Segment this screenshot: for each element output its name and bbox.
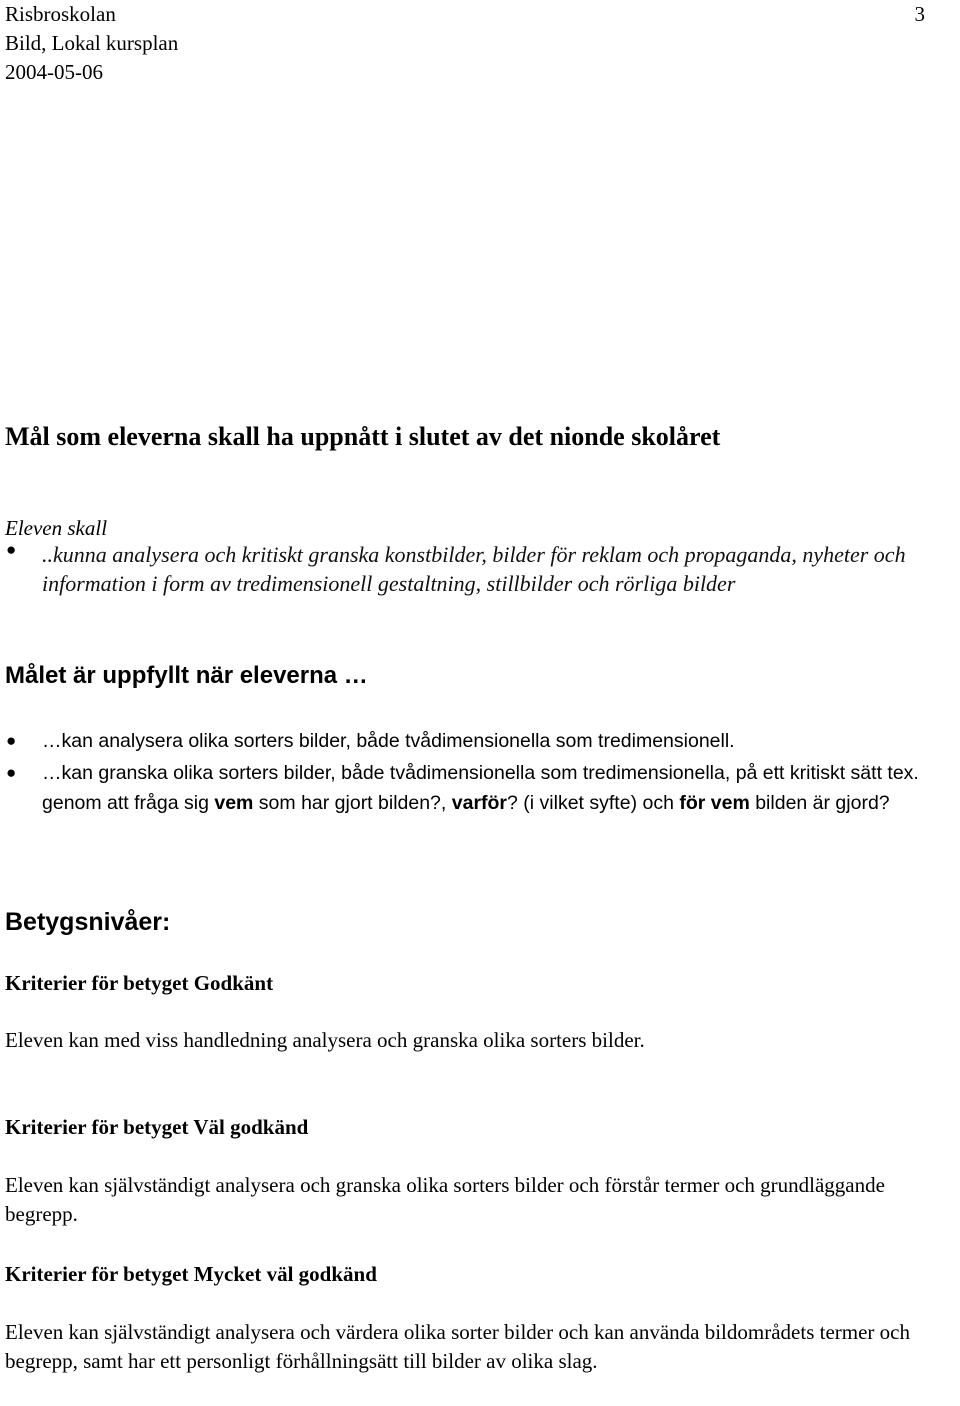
fulfilled-item-text xyxy=(42,758,955,818)
text-segment: …kan granska olika sorters bilder, både tvådimensionella som tredimensionella, på ett kritiskt sätt tex. genom att fråga sig xyxy=(42,762,919,814)
emphasis-for-whom: för vem xyxy=(679,792,750,814)
grades-title: Betygsnivåer: xyxy=(5,908,171,936)
grade-godkant-text: Eleven kan med viss handledning analysera och granska olika sorters bilder. xyxy=(5,1028,645,1052)
grade-godkant-heading: Kriterier för betyget Godkänt xyxy=(5,971,274,995)
header-date: 2004-05-06 xyxy=(5,60,103,84)
bullet-icon: ● xyxy=(6,731,17,750)
list-item xyxy=(0,758,955,818)
goal-list xyxy=(0,540,950,598)
fulfilled-list xyxy=(0,726,955,820)
text-segment: bilden är gjord? xyxy=(749,792,890,814)
list-item xyxy=(0,540,950,598)
header-subject: Bild, Lokal kursplan xyxy=(5,31,179,55)
header-school: Risbroskolan xyxy=(5,2,116,26)
emphasis-why: varför xyxy=(451,792,508,814)
grade-mycket-val-godkand-text: Eleven kan självständigt analysera och värdera olika sorter bilder och kan använda bildområdets termer och begrepp, samt har ett personligt förhållningsätt till bilder av olika slag. xyxy=(5,1320,910,1373)
page-number: 3 xyxy=(914,2,925,26)
grade-val-godkand-text: Eleven kan självständigt analysera och granska olika sorters bilder och förstår termer och grundläggande begrepp. xyxy=(5,1173,885,1226)
bullet-icon: ● xyxy=(6,540,17,559)
list-item xyxy=(0,726,955,756)
fulfilled-item-text: …kan analysera olika sorters bilder, både tvådimensionella som tredimensionell. xyxy=(42,730,735,752)
text-segment: som har gjort bilden?, xyxy=(253,792,452,814)
goal-item-text: ..kunna analysera och kritiskt granska konstbilder, bilder för reklam och propaganda, nyheter och information i form av tredimensionell gestaltning, stillbilder och rörliga bilder xyxy=(42,542,906,596)
goal-title: Mål som eleverna skall ha uppnått i slutet av det nionde skolåret xyxy=(5,422,721,451)
fulfilled-title: Målet är uppfyllt när eleverna … xyxy=(5,662,368,689)
grade-mycket-val-godkand-heading: Kriterier för betyget Mycket väl godkänd xyxy=(5,1262,377,1286)
goal-intro: Eleven skall xyxy=(5,516,108,540)
emphasis-who: vem xyxy=(214,792,254,814)
bullet-icon: ● xyxy=(6,763,17,782)
text-segment: ? (i vilket syfte) och xyxy=(507,792,680,814)
grade-val-godkand-heading: Kriterier för betyget Väl godkänd xyxy=(5,1115,309,1139)
